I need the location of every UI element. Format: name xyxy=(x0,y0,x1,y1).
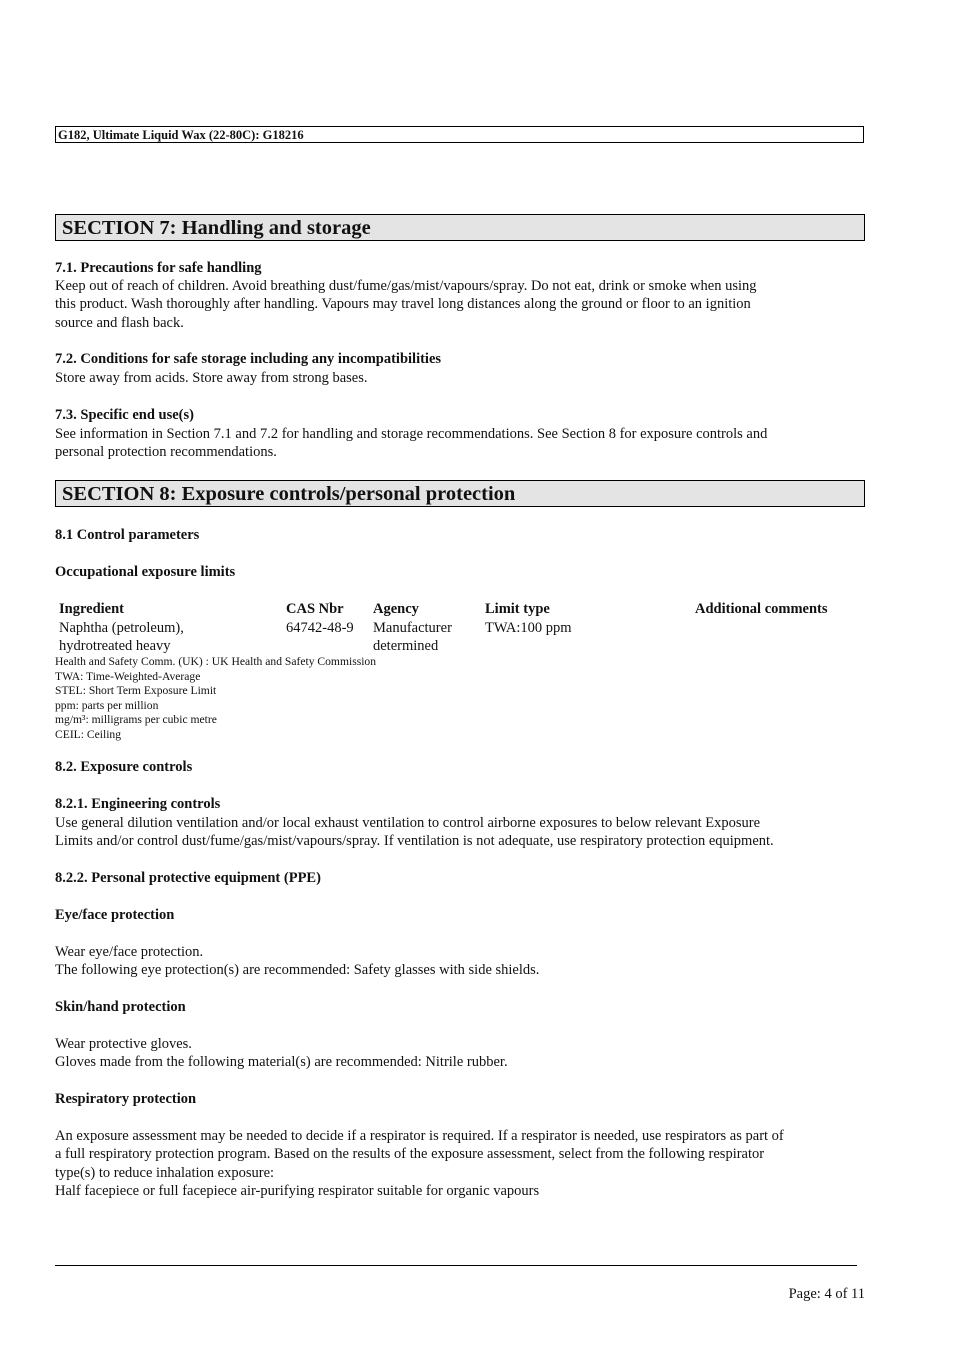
skin-protection-heading: Skin/hand protection xyxy=(55,999,186,1015)
s72-text: Store away from acids. Store away from strong bases. xyxy=(55,370,368,386)
abbreviation: CEIL: Ceiling xyxy=(55,727,122,741)
s822-heading: 8.2.2. Personal protective equipment (PPE) xyxy=(55,870,321,886)
skin-line: Gloves made from the following material(s) are recommended: Nitrile rubber. xyxy=(55,1054,508,1071)
cell-ingredient xyxy=(59,619,184,655)
s71-line: this product. Wash thoroughly after handling. Vapours may travel long distances along the ground or floor to an ignition xyxy=(55,296,751,313)
cell-limit-type: TWA:100 ppm xyxy=(485,620,572,636)
product-identifier: G182, Ultimate Liquid Wax (22-80C): G18216 xyxy=(55,126,864,143)
oel-heading: Occupational exposure limits xyxy=(55,564,236,580)
s71-line: source and flash back. xyxy=(55,314,184,331)
col-header-agency: Agency xyxy=(373,601,419,617)
resp-line: An exposure assessment may be needed to decide if a respirator is required. If a respirator is needed, use respirators as part of xyxy=(55,1128,784,1144)
cell-ingredient-line: Naphtha (petroleum), xyxy=(59,620,184,636)
cell-agency-line: Manufacturer xyxy=(373,620,452,636)
abbreviation: STEL: Short Term Exposure Limit xyxy=(55,684,217,698)
eye-protection-heading: Eye/face protection xyxy=(55,907,175,923)
s71-line: Keep out of reach of children. Avoid breathing dust/fume/gas/mist/vapours/spray. Do not eat, drink or smoke when using xyxy=(55,278,757,294)
abbreviation: ppm: parts per million xyxy=(55,698,159,712)
resp-line: Half facepiece or full facepiece air-purifying respirator suitable for organic vapours xyxy=(55,1182,540,1199)
cell-agency xyxy=(373,619,452,655)
s821-text xyxy=(55,814,870,851)
col-header-limit-type: Limit type xyxy=(485,601,550,617)
section-8-title: SECTION 8: Exposure controls/personal protection xyxy=(55,480,865,507)
s82-heading: 8.2. Exposure controls xyxy=(55,759,193,775)
s73-heading: 7.3. Specific end use(s) xyxy=(55,407,194,423)
s73-line: See information in Section 7.1 and 7.2 for handling and storage recommendations. See Section 8 for exposure controls and xyxy=(55,426,768,442)
col-header-comments: Additional comments xyxy=(695,601,828,617)
s73-line: personal protection recommendations. xyxy=(55,444,277,461)
skin-protection-text xyxy=(55,1035,870,1072)
s73-text xyxy=(55,425,870,462)
s81-heading: 8.1 Control parameters xyxy=(55,527,200,543)
abbreviation: TWA: Time-Weighted-Average xyxy=(55,669,201,683)
eye-protection-text xyxy=(55,943,870,980)
abbreviation: Health and Safety Comm. (UK) : UK Health and Safety Commission xyxy=(55,655,377,668)
s71-text xyxy=(55,277,870,332)
resp-line: a full respiratory protection program. Based on the results of the exposure assessment, select from the following respirator xyxy=(55,1146,765,1163)
page-number: Page: 4 of 11 xyxy=(788,1286,865,1302)
skin-line: Wear protective gloves. xyxy=(55,1036,192,1052)
eye-line: Wear eye/face protection. xyxy=(55,944,204,960)
cell-agency-line: determined xyxy=(373,638,439,654)
footer-rule xyxy=(55,1265,857,1266)
cell-ingredient-line: hydrotreated heavy xyxy=(59,638,171,654)
col-header-cas: CAS Nbr xyxy=(286,601,344,617)
s821-line: Limits and/or control dust/fume/gas/mist/vapours/spray. If ventilation is not adequate, use respiratory protection equipment. xyxy=(55,833,774,850)
s821-heading: 8.2.1. Engineering controls xyxy=(55,796,221,812)
respiratory-protection-text xyxy=(55,1127,870,1200)
s72-heading: 7.2. Conditions for safe storage including any incompatibilities xyxy=(55,351,442,367)
s71-heading: 7.1. Precautions for safe handling xyxy=(55,260,262,276)
eye-line: The following eye protection(s) are recommended: Safety glasses with side shields. xyxy=(55,962,540,979)
cell-cas: 64742-48-9 xyxy=(286,620,354,636)
respiratory-protection-heading: Respiratory protection xyxy=(55,1091,197,1107)
abbreviations-list xyxy=(55,655,376,743)
resp-line: type(s) to reduce inhalation exposure: xyxy=(55,1164,275,1181)
s821-line: Use general dilution ventilation and/or local exhaust ventilation to control airborne exposures to below relevant Exposure xyxy=(55,815,761,831)
abbreviation: mg/m³: milligrams per cubic metre xyxy=(55,713,217,727)
section-7-title: SECTION 7: Handling and storage xyxy=(55,214,865,241)
col-header-ingredient: Ingredient xyxy=(59,601,124,617)
